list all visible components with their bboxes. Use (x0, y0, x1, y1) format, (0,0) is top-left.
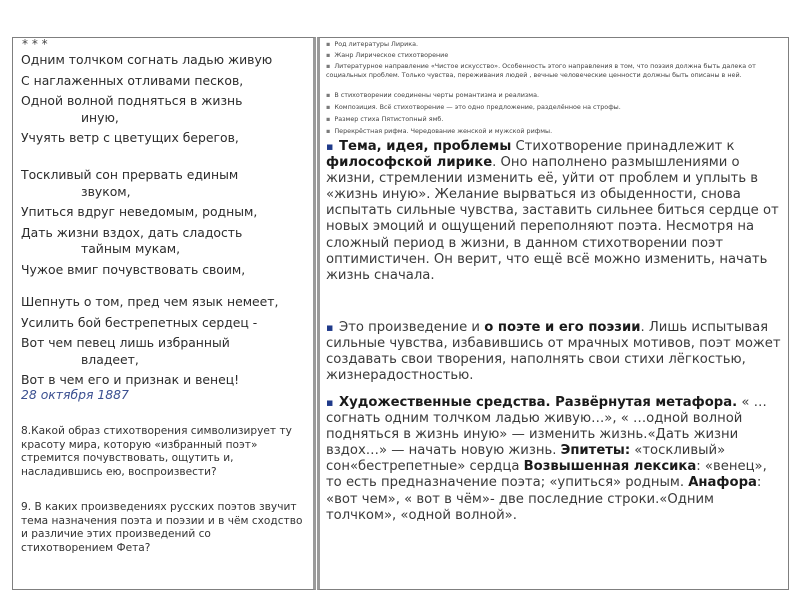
poem-stanza-2 (21, 167, 301, 278)
poem-line: Учуять ветр с цветущих берегов, (21, 130, 239, 145)
poem-line: Одной волной подняться в жизнь (21, 93, 243, 108)
note-romanticism: ▪ В стихотворении соединены черты романтизма и реализма. (326, 91, 540, 99)
poem-line: Усилить бой бестрепетных сердец - (21, 314, 258, 330)
poem-line: Упиться вдруг неведомым, родным, (21, 204, 258, 219)
poet-topic-term: о поэте и его поэзии (484, 320, 641, 335)
bullet-icon: ▪ (326, 91, 331, 99)
poem-date: 28 октября 1887 (21, 387, 129, 402)
bullet-icon: ▪ (326, 103, 331, 111)
philosophical-lyrics-term: философской лирике (326, 155, 493, 171)
bullet-icon: ▪ (326, 127, 331, 135)
theme-heading: Тема, идея, проблемы (339, 139, 512, 154)
note-genre-family: ▪ Род литературы Лирика. (326, 40, 419, 48)
question-9: 9. В каких произведениях русских поэтов звучит тема назначения поэта и поэзии и в чём сходство и различие этих произведений со стихотворением Фета? (21, 501, 303, 554)
bullet-icon: ▪ (326, 396, 334, 409)
poem-line: иную, (81, 109, 119, 125)
bullet-icon: ▪ (326, 51, 331, 59)
poem-stanza-1 (21, 52, 301, 147)
note-genre: ▪ Жанр Лирическое стихотворение (326, 51, 449, 59)
poem-line: Одним толчком согнать ладью живую (21, 52, 273, 67)
note-composition: ▪ Композиция. Всё стихотворение — это одно предложение, разделённое на строфы. (326, 103, 621, 111)
poem-line: Вот чем певец лишь избранный (21, 335, 230, 350)
poem-line: Чужое вмиг почувствовать своим, (21, 261, 246, 277)
bullet-icon: ▪ (326, 321, 334, 334)
poem-line: Шепнуть о том, пред чем язык немеет, (21, 294, 279, 309)
poem-line: тайным мукам, (81, 241, 181, 256)
poem-line: Тоскливый сон прервать единым (21, 167, 239, 182)
note-meter: ▪ Размер стиха Пятистопный ямб. (326, 115, 444, 123)
paragraph-poet: ▪ Это произведение и о поэте и его поэзии. Лишь испытывая сильные чувства, избавившись от мрачных мотивов, поэт может создавать свои творения, наполнять свои стихи лёгкостью, жизнерадостностью. (326, 320, 781, 384)
poem-asterisks: * * * (22, 37, 48, 51)
poem-stanza-3 (21, 294, 301, 389)
poem-line: владеет, (81, 351, 139, 367)
devices-heading: Художественные средства. Развёрнутая метафора. (339, 395, 738, 410)
note-direction: ▪ Литературное направление «Чистое искусство». Особенность этого направления в том, что поэзия должна быть далека от социальных проблем. Только чувства, переживания людей , вечные человеческие ценности должны быть описаны в ней. (326, 62, 756, 79)
bullet-icon: ▪ (326, 115, 331, 123)
poem-line: Вот в чем его и признак и венец! (21, 372, 240, 387)
paragraph-devices: ▪ Художественные средства. Развёрнутая метафора. « …согнать одним толчком ладью живую…», « …одной волной подняться в жизнь иную» — изменить жизнь.«Дать жизни вздох…» — начать новую жизнь. Эпитеты: «тоскливый» сон«бестрепетные» сердца Возвышенная лексика: «венец», то есть предназначение поэта; «упиться» родным. Анафора: «вот чем», « вот в чём»- две последние строки.«Одним толчком», «одной волной». (326, 395, 767, 523)
lexicon-term: Возвышенная лексика (523, 459, 697, 475)
poem-line: Дать жизни вздох, дать сладость (21, 224, 243, 240)
epithets-term: Эпитеты: (560, 443, 631, 459)
anaphora-term: Анафора (688, 475, 757, 491)
bullet-icon: ▪ (326, 40, 331, 48)
note-rhyme: ▪ Перекрёстная рифма. Чередование женской и мужской рифмы. (326, 127, 553, 135)
poem-line: С наглаженных отливами песков, (21, 72, 244, 88)
paragraph-theme: ▪ Тема, идея, проблемы Стихотворение принадлежит к философской лирике. Оно наполнено размышлениями о жизни, стремлении изменить её, уйти от проблем и уплыть в «жизнь иную». Желание вырваться из обыденности, снова испытать сильные чувства, заставить сильнее биться сердце от новых эмоций и ощущений переполняют поэта. Несмотря на сложный период в жизни, в данном стихотворении поэт оптимистичен. Он верит, что ещё всё можно изменить, начать жизнь сначала. (326, 139, 779, 283)
question-8: 8.Какой образ стихотворения символизирует ту красоту мира, которую «избранный поэт» стремится почувствовать, ощутить и, насладившись ею, воспроизвести? (21, 425, 292, 478)
bullet-icon: ▪ (326, 62, 331, 70)
bullet-icon: ▪ (326, 140, 334, 153)
poem-line: звуком, (81, 183, 131, 199)
